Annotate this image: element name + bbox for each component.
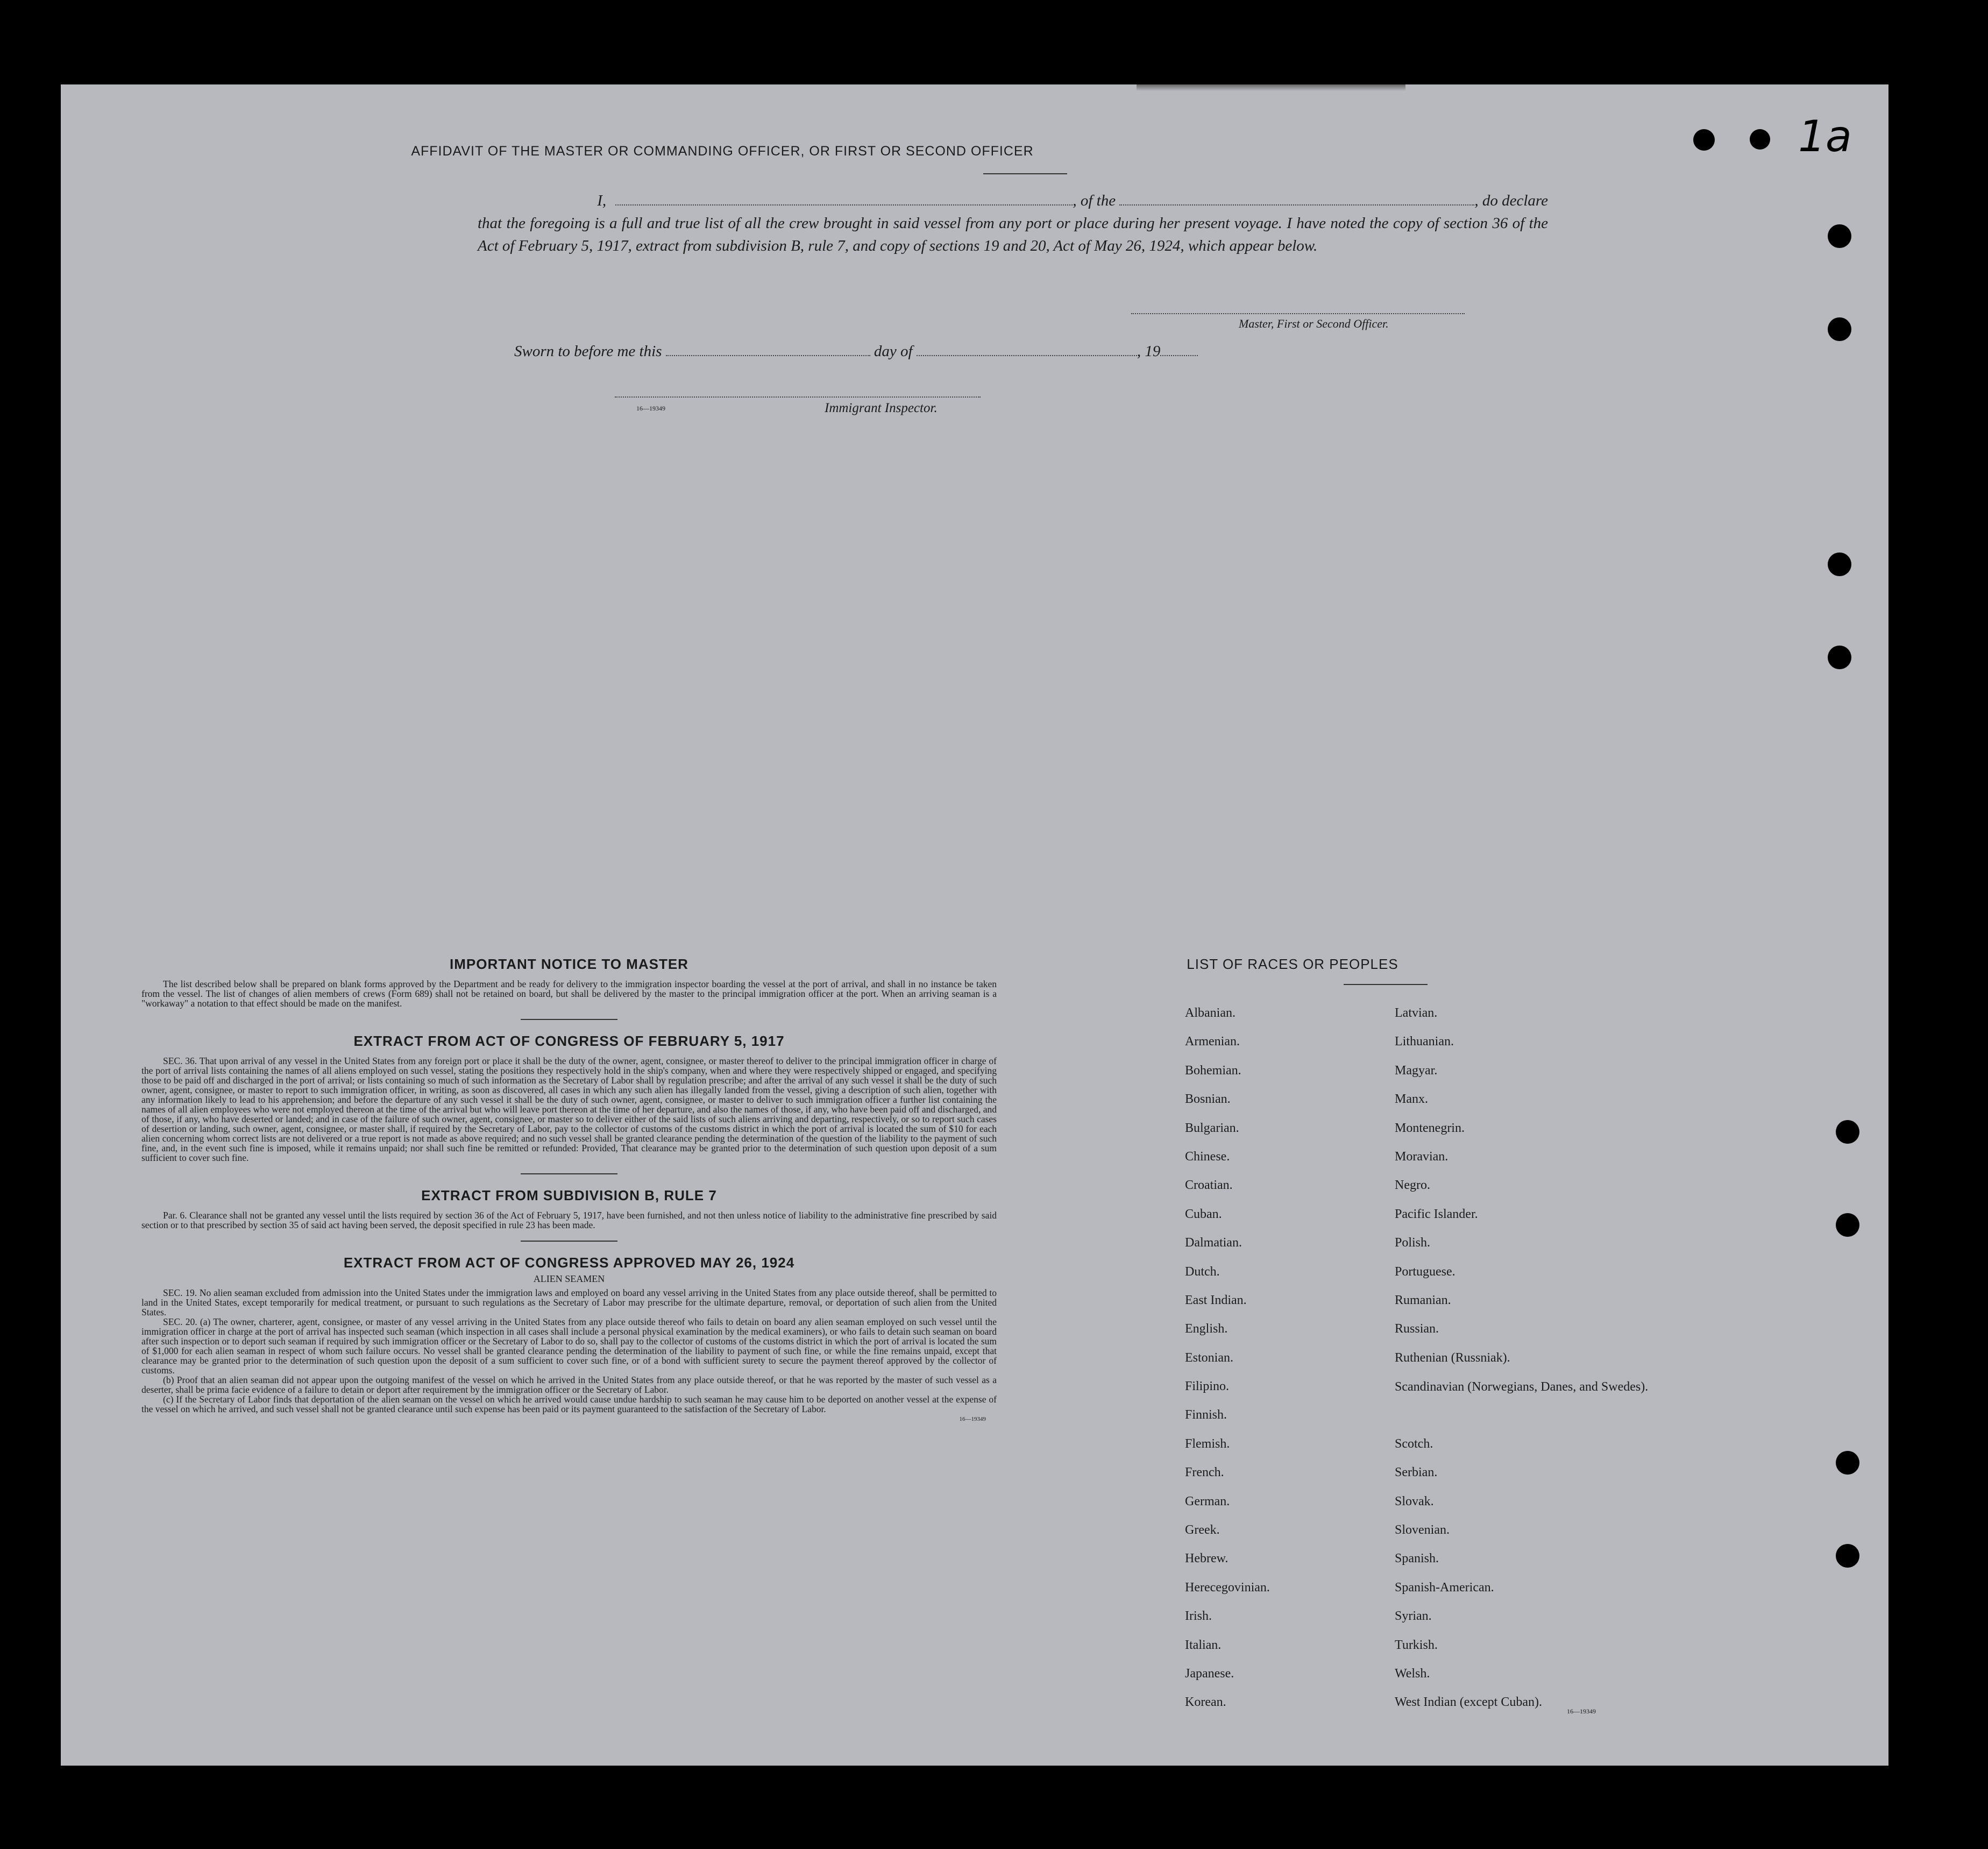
race-item: Dalmatian. bbox=[1185, 1236, 1242, 1250]
race-item: Moravian. bbox=[1395, 1149, 1449, 1164]
affidavit-title: AFFIDAVIT OF THE MASTER OR COMMANDING OFFICER, OR FIRST OR SECOND OFFICER bbox=[411, 144, 1034, 159]
race-item: East Indian. bbox=[1185, 1293, 1247, 1307]
extract-rule7-title: EXTRACT FROM SUBDIVISION B, RULE 7 bbox=[421, 1187, 717, 1203]
races-title: LIST OF RACES OR PEOPLES bbox=[1187, 956, 1398, 972]
inspector-signature-line bbox=[615, 396, 981, 398]
race-item: Finnish. bbox=[1185, 1408, 1227, 1422]
race-item: Scandinavian (Norwegians, Danes, and Swedes). bbox=[1395, 1380, 1649, 1394]
races-left-column bbox=[1185, 999, 1427, 1717]
affidavit-form-number: 16—19349 bbox=[636, 405, 665, 412]
race-item: Dutch. bbox=[1185, 1264, 1220, 1279]
inspector-label: Immigrant Inspector. bbox=[825, 401, 938, 415]
race-item: Ruthenian (Russniak). bbox=[1395, 1350, 1510, 1365]
race-item: Portuguese. bbox=[1395, 1264, 1456, 1279]
punch-hole bbox=[1836, 1213, 1859, 1237]
races-title-rule bbox=[1344, 984, 1428, 985]
race-item: Manx. bbox=[1395, 1092, 1428, 1107]
punch-hole bbox=[1828, 317, 1851, 341]
section-rule bbox=[521, 1173, 617, 1174]
master-signature-line bbox=[1131, 313, 1465, 314]
notice-title: IMPORTANT NOTICE TO MASTER bbox=[450, 956, 688, 972]
race-item: German. bbox=[1185, 1494, 1230, 1508]
race-item: Italian. bbox=[1185, 1638, 1222, 1652]
race-item: Bosnian. bbox=[1185, 1092, 1231, 1107]
master-name-line bbox=[615, 193, 1073, 206]
race-item: Negro. bbox=[1395, 1178, 1430, 1193]
extract-1924-title: EXTRACT FROM ACT OF CONGRESS APPROVED MAY 26, 1924 bbox=[343, 1255, 795, 1271]
race-item: Spanish. bbox=[1395, 1552, 1439, 1566]
extract-rule7-text: Par. 6. Clearance shall not be granted any vessel until the lists required by section 36 of the Act of February 5, 1917, have been furnished, and not then unless notice of liability to the administrative fine prescribed by said section or to that prescribed by section 35 of said act having been served, the deposit specified in rule 23 has been made. bbox=[141, 1210, 997, 1230]
races-right-column bbox=[1395, 999, 1649, 1717]
document-page bbox=[61, 84, 1888, 1766]
vessel-name-line bbox=[1119, 193, 1474, 206]
race-item: Turkish. bbox=[1395, 1638, 1438, 1652]
punch-hole bbox=[1828, 646, 1851, 669]
race-item: Filipino. bbox=[1185, 1379, 1230, 1394]
extract-1924-sec20a: SEC. 20. (a) The owner, charterer, agent, consignee, or master of any vessel arriving in the United States from any place outside thereof who fails to detain on board any alien seaman employed on such vessel until the immigration officer in charge at the port of arrival has inspected such seaman (which inspection in all cases shall include a personal physical examination by the medical examiners), or who fails to detain such seaman on board after such inspection or to deport such seaman if required by such immigration officer or the Secretary of Labor to do so, shall pay to the collector of customs of the customs district in which the port of arrival is located the sum of $1,000 for each alien seaman in respect of whom such failure occurs. No vessel shall be granted clearance pending the determination of the liability to payment of such fine, or while the fine remains unpaid, except that clearance may be granted prior to the determination of such question upon the deposit of a sum sufficient to cover such fine, or of a bond with sufficient surety to secure the payment thereof approved by the collector of customs. bbox=[141, 1316, 997, 1376]
race-item: Rumanian. bbox=[1395, 1293, 1451, 1307]
affidavit-of-the-label: , of the bbox=[1073, 192, 1116, 209]
extract-1924-sec20c: (c) If the Secretary of Labor finds that deportation of the alien seaman on the vessel on which he arrived would cause undue hardship to such seaman he may cause him to be deported on another vessel at the expense of the vessel on which he arrived, and such vessel shall not be granted clearance until such expense has been paid or its payment guaranteed to the satisfaction of the Secretary of Labor. bbox=[141, 1394, 997, 1414]
race-item: Serbian. bbox=[1395, 1465, 1438, 1480]
day-of-label: day of bbox=[874, 343, 913, 360]
race-item: Albanian. bbox=[1185, 1006, 1236, 1020]
race-item: Flemish. bbox=[1185, 1436, 1230, 1451]
race-item: Armenian. bbox=[1185, 1035, 1240, 1049]
race-item: Korean. bbox=[1185, 1695, 1226, 1710]
punch-hole bbox=[1836, 1544, 1859, 1568]
extract-1917-text: SEC. 36. That upon arrival of any vessel in the United States from any foreign port or place it shall be the duty of the owner, agent, consignee, or master thereof to deliver to the principal immigration officer in charge of the port of arrival lists containing the names of all aliens employed on such vessel, stating the positions they respectively hold in the ship's company, when and where they were respectively shipped or engaged, and specifying those to be paid off and discharged in the port of arrival; or lists containing so much of such information as the Secretary of Labor shall by regulation prescribe; and after the arrival of any such vessel it shall be the duty of such owner, agent, consignee, or master to report to such immigration officer, in writing, as soon as discovered, all cases in which any such alien has illegally landed from the vessel, giving a description of such alien, together with any information likely to lead to his apprehension; and before the departure of any such vessel it shall be the duty of such owner, agent, consignee, or master to deliver to such immigration officer a further list containing the names of all alien employees who were not employed thereon at the time of the arrival but who will leave port thereon at the time of her departure, and also the names of those, if any, who have been paid off and discharged, and of those, if any, who have deserted or landed; and in case of the failure of such owner, agent, consignee, or master so to deliver either of the said lists of such aliens arriving and departing, respectively, or so to report such cases of desertion or landing, such owner, agent, consignee, or master shall, if required by the Secretary of Labor, pay to the collector of customs of the customs district in which the port of arrival is located the sum of $10 for each alien concerning whom correct lists are not delivered or a true report is not made as above required; and no such vessel shall be granted clearance pending the determination of the question of the liability to the payment of such fine, and, in the event such fine is imposed, while it remains unpaid; nor shall such fine be remitted or refunded: Provided, That clearance may be granted prior to the determination of such question upon deposit of a sum sufficient to cover such fine. bbox=[141, 1055, 997, 1163]
race-item: Herecegovinian. bbox=[1185, 1580, 1270, 1595]
affidavit-statement bbox=[478, 189, 1548, 257]
affidavit-title-rule bbox=[983, 173, 1067, 174]
affidavit-i-label: I, bbox=[597, 192, 607, 209]
race-item: Syrian. bbox=[1395, 1609, 1432, 1624]
punch-hole bbox=[1750, 129, 1770, 150]
extract-1917-title: EXTRACT FROM ACT OF CONGRESS OF FEBRUARY 5, 1917 bbox=[353, 1033, 785, 1049]
race-item: West Indian (except Cuban). bbox=[1395, 1695, 1542, 1710]
race-item: Japanese. bbox=[1185, 1666, 1234, 1681]
race-item: Cuban. bbox=[1185, 1207, 1222, 1221]
affidavit-body: that the foregoing is a full and true list of all the crew brought in said vessel from any port or place during her present voyage. I have noted the copy of section 36 of the Act of February 5, 1917, extract from subdivision B, rule 7, and copy of sections 19 and 20, Act of May 26, 1924, which appear below. bbox=[478, 215, 1548, 254]
race-item: Slovenian. bbox=[1395, 1523, 1450, 1538]
race-item: Russian. bbox=[1395, 1322, 1439, 1336]
master-signature-label: Master, First or Second Officer. bbox=[1239, 317, 1389, 330]
scan-streak bbox=[1137, 84, 1405, 91]
extract-form-number: 16—19349 bbox=[959, 1416, 986, 1422]
sworn-month-line bbox=[917, 343, 1137, 356]
race-item: Latvian. bbox=[1395, 1006, 1438, 1020]
race-item: Spanish-American. bbox=[1395, 1580, 1494, 1595]
punch-hole bbox=[1836, 1451, 1859, 1475]
extract-1924-sec20b: (b) Proof that an alien seaman did not appear upon the outgoing manifest of the vessel on which he arrived in the United States from any place outside thereof, or that he was reported by the master of such vessel as a deserter, shall be prima facie evidence of a failure to detain or deport after requirement by the immigration officer or the Secretary of Labor. bbox=[141, 1375, 997, 1395]
notice-column bbox=[141, 956, 997, 1422]
corner-handwritten-mark: 1a bbox=[1798, 111, 1852, 161]
race-item: Welsh. bbox=[1395, 1667, 1430, 1681]
race-item: Estonian. bbox=[1185, 1350, 1233, 1365]
extract-1924-sec19: SEC. 19. No alien seaman excluded from admission into the United States under the immigration laws and employed on board any vessel arriving in the United States from any place outside thereof, shall be permitted to land in the United States, except temporarily for medical treatment, or pursuant to such regulations as the Secretary of Labor may prescribe for the ultimate departure, removal, or deportation of such alien from the United States. bbox=[141, 1287, 997, 1317]
race-item: Bohemian. bbox=[1185, 1063, 1241, 1078]
sworn-year-line bbox=[1160, 343, 1198, 356]
race-item: Croatian. bbox=[1185, 1178, 1233, 1193]
race-item: Polish. bbox=[1395, 1236, 1431, 1250]
race-item: French. bbox=[1185, 1465, 1224, 1480]
punch-hole bbox=[1693, 129, 1715, 151]
race-item: Slovak. bbox=[1395, 1494, 1434, 1508]
race-item: Greek. bbox=[1185, 1523, 1220, 1538]
race-item: Magyar. bbox=[1395, 1063, 1438, 1078]
race-item: Lithuanian. bbox=[1395, 1035, 1454, 1049]
race-item: Hebrew. bbox=[1185, 1552, 1229, 1566]
punch-hole bbox=[1828, 224, 1851, 248]
sworn-line bbox=[514, 343, 1198, 360]
race-item: Chinese. bbox=[1185, 1149, 1230, 1164]
punch-hole bbox=[1836, 1120, 1859, 1144]
punch-hole bbox=[1828, 552, 1851, 576]
section-rule bbox=[521, 1019, 617, 1020]
extract-1924-subtitle: ALIEN SEAMEN bbox=[533, 1273, 605, 1284]
sworn-day-line bbox=[666, 343, 870, 356]
race-item: Pacific Islander. bbox=[1395, 1207, 1478, 1221]
notice-text: The list described below shall be prepared on blank forms approved by the Department and be ready for delivery to the immigration inspector boarding the vessel at the port of arrival, and shall in no instance be taken from the vessel. The list of changes of alien members of crews (Form 689) shall not be retained on board, but shall be delivered by the master to the principal immigration officer at the port. When an arriving seaman is a "workaway" a notation to that effect should be made on the manifest. bbox=[141, 979, 997, 1009]
race-item: Scotch. bbox=[1395, 1436, 1433, 1451]
affidavit-declare-label: , do declare bbox=[1474, 192, 1548, 209]
race-item: Bulgarian. bbox=[1185, 1121, 1239, 1135]
section-rule bbox=[521, 1241, 617, 1242]
race-item: English. bbox=[1185, 1322, 1228, 1336]
race-item: Irish. bbox=[1185, 1609, 1212, 1624]
race-item: Montenegrin. bbox=[1395, 1121, 1465, 1135]
year-label: , 19 bbox=[1137, 343, 1161, 360]
sworn-label: Sworn to before me this bbox=[514, 343, 662, 360]
races-form-number: 16—19349 bbox=[1567, 1708, 1596, 1715]
